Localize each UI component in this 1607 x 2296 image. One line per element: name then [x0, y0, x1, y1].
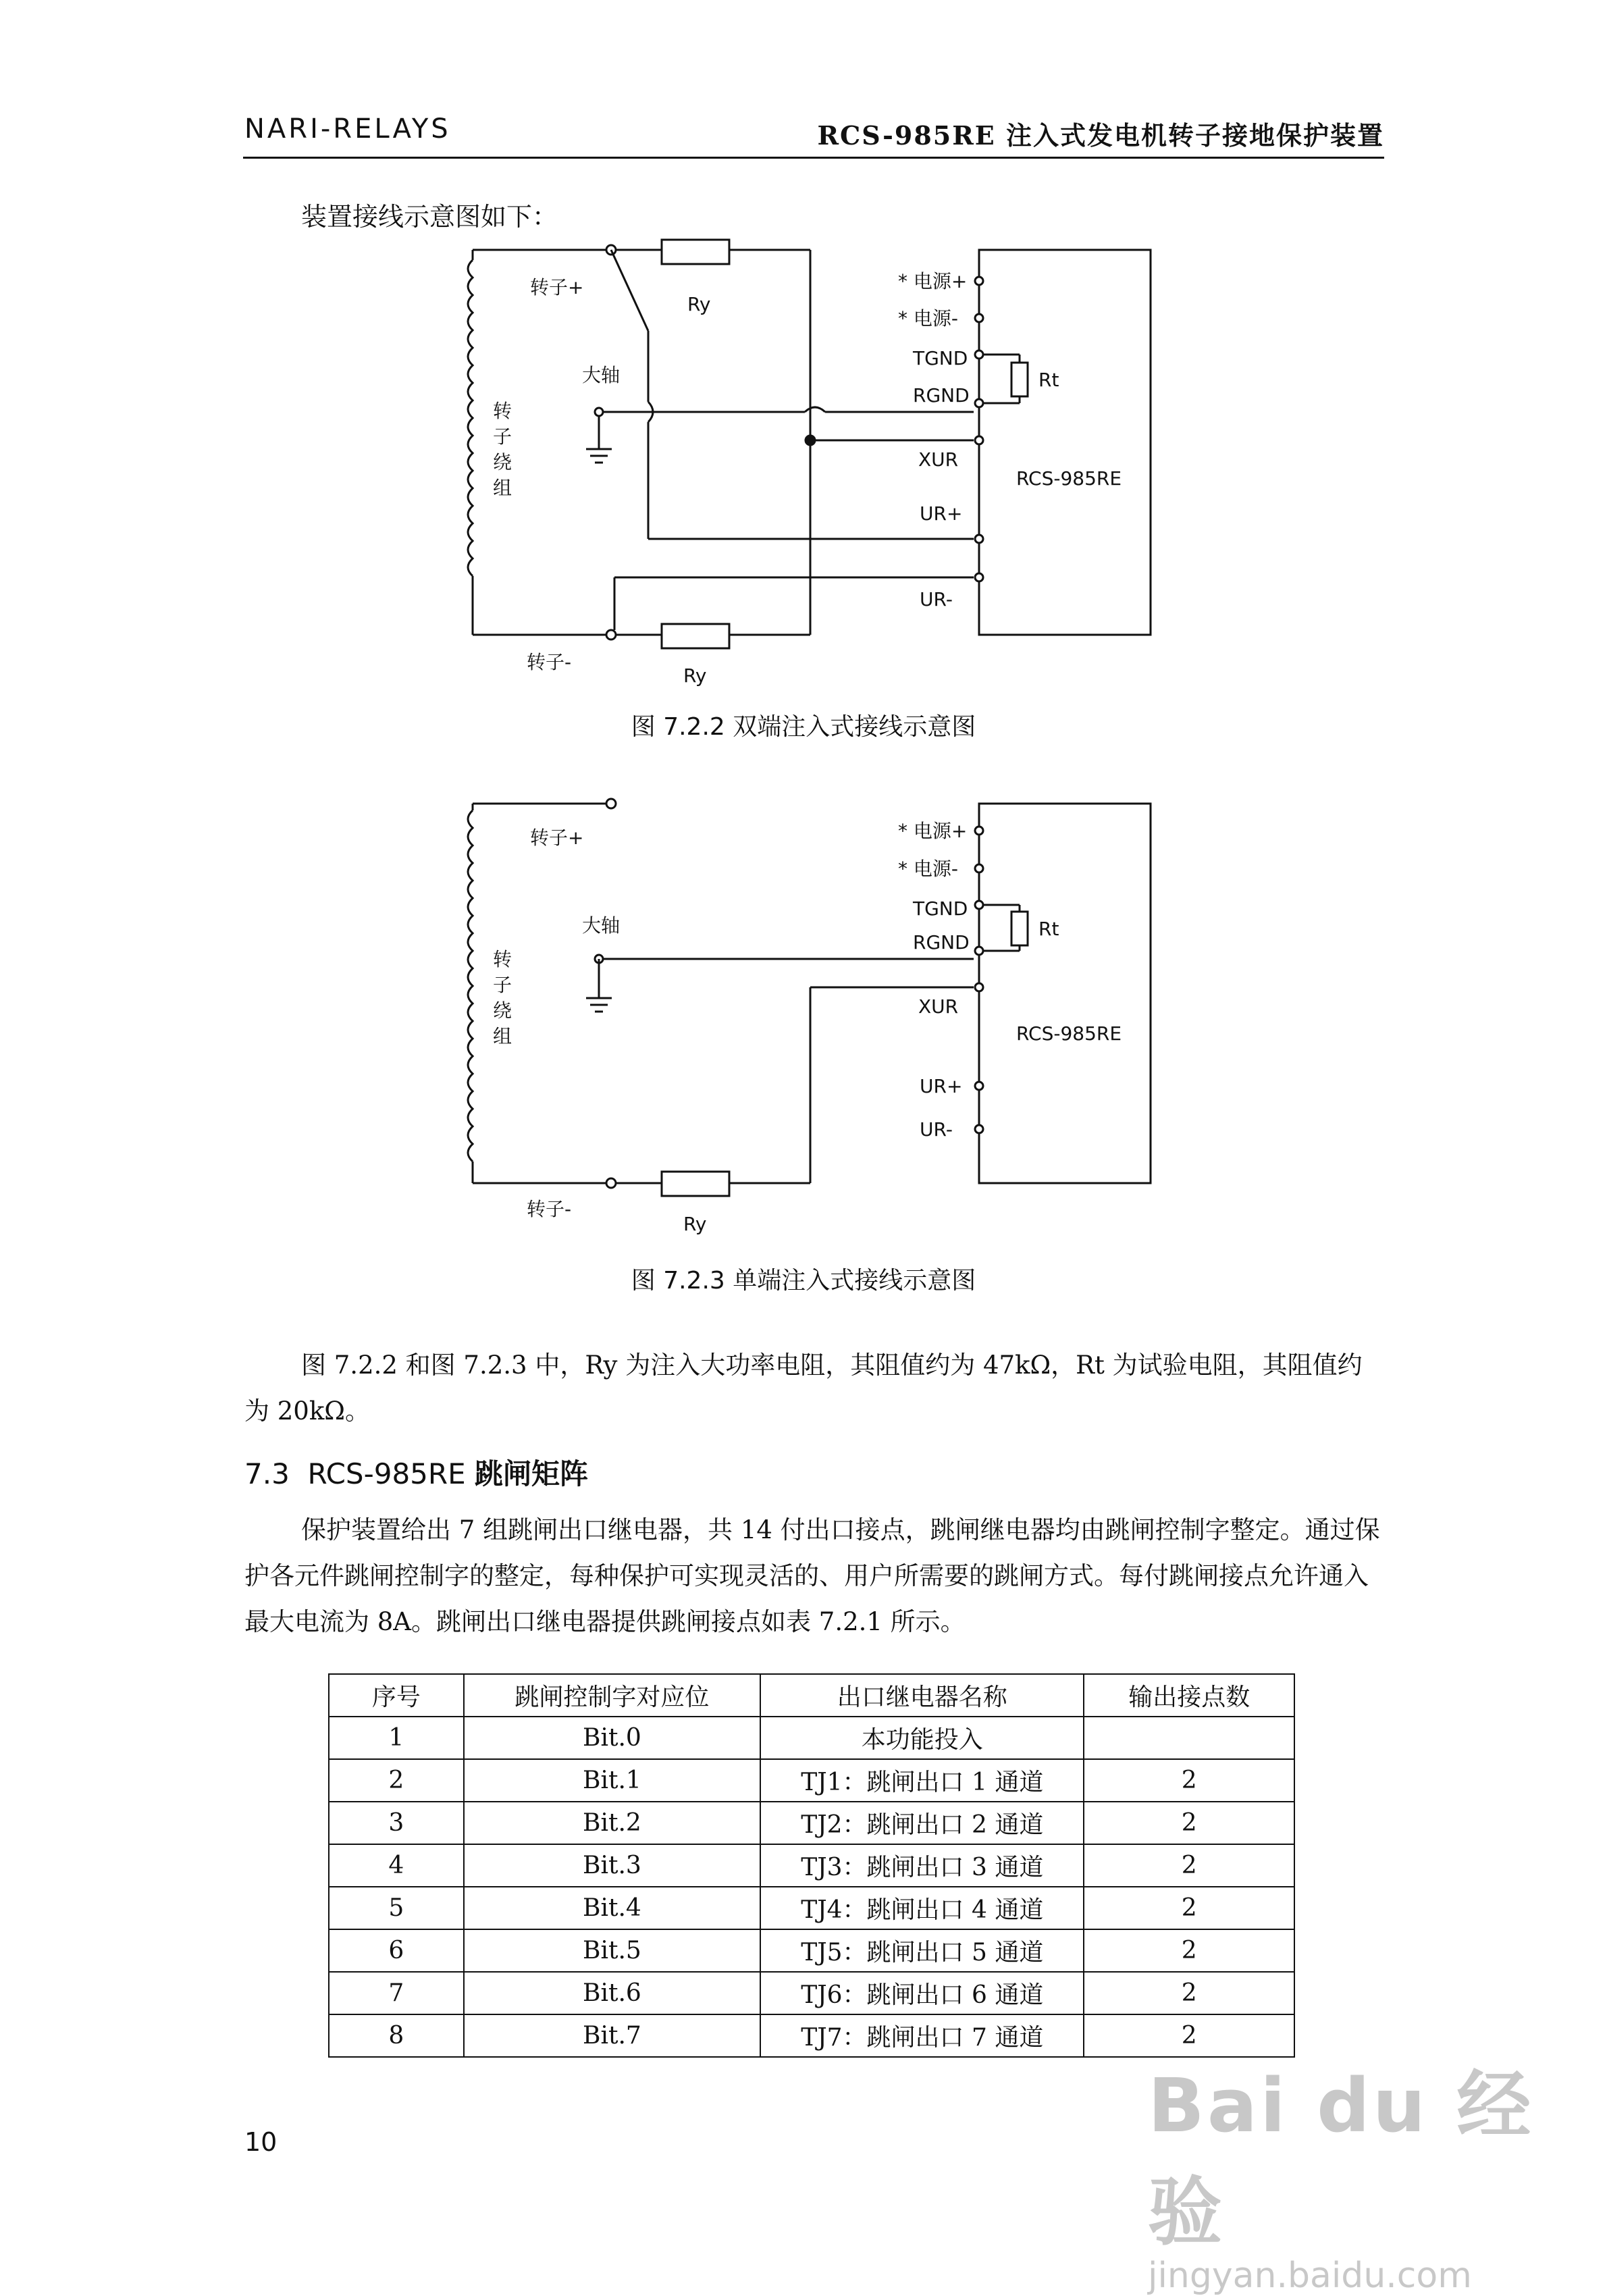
- table-row: [329, 1717, 1294, 1759]
- watermark-brand: Bai du 经验: [1148, 2062, 1534, 2255]
- d2-shaft: 大轴: [582, 914, 621, 937]
- table-row: [329, 1972, 1294, 2014]
- col-header-contacts: 输出接点数: [1084, 1674, 1294, 1717]
- d1-ry-bottom: Ry: [683, 664, 707, 687]
- table-cell: 2: [1084, 1844, 1294, 1887]
- table-cell: Bit.0: [464, 1717, 760, 1759]
- table-cell: TJ1：跳闸出口 1 通道: [760, 1759, 1084, 1802]
- table-cell: Bit.3: [464, 1844, 760, 1887]
- watermark-url: jingyan.baidu.com: [1148, 2255, 1472, 2296]
- d2-winding-2: 子: [493, 974, 512, 996]
- table-row: [329, 1802, 1294, 1844]
- trip-matrix-table: [328, 1673, 1295, 2058]
- d1-winding-4: 组: [493, 477, 512, 499]
- table-cell: Bit.4: [464, 1887, 760, 1929]
- section-heading: 7.3 RCS-985RE 跳闸矩阵: [244, 1457, 588, 1490]
- table-cell: 2: [1084, 1802, 1294, 1844]
- paragraph-resistors: 图 7.2.2 和图 7.2.3 中，Ry 为注入大功率电阻，其阻值约为 47kΩ，Rt 为试验电阻，其阻值约为 20kΩ。: [244, 1351, 1363, 1426]
- d2-term-tgnd: TGND: [913, 897, 968, 920]
- d2-term-urminus: UR-: [920, 1118, 953, 1141]
- col-header-index: 序号: [329, 1674, 464, 1717]
- table-row: [329, 1759, 1294, 1802]
- d2-device: RCS-985RE: [1016, 1022, 1122, 1045]
- table-row: [329, 1929, 1294, 1972]
- d2-term-urplus: UR+: [920, 1075, 963, 1097]
- figure-caption-1: 图 7.2.2 双端注入式接线示意图: [631, 713, 976, 741]
- d2-winding-3: 绕: [493, 999, 512, 1022]
- page-number: 10: [244, 2127, 278, 2157]
- table-cell: 2: [1084, 1887, 1294, 1929]
- d2-term-pwr-minus: * 电源-: [898, 858, 959, 880]
- figure-caption-2: 图 7.2.3 单端注入式接线示意图: [631, 1267, 976, 1295]
- d1-ry-top: Ry: [687, 293, 711, 315]
- table-header-row: [329, 1674, 1294, 1717]
- d1-winding-1: 转: [493, 400, 512, 422]
- d2-rt: Rt: [1038, 918, 1059, 940]
- table-cell: 4: [329, 1844, 464, 1887]
- d1-term-pwr-minus: * 电源-: [898, 307, 959, 330]
- d1-device: RCS-985RE: [1016, 467, 1122, 490]
- d1-winding-3: 绕: [493, 451, 512, 473]
- d1-term-tgnd: TGND: [913, 347, 968, 369]
- rotor-winding-coil-2: [468, 810, 473, 1162]
- d2-winding-1: 转: [493, 948, 512, 970]
- table-row: [329, 1844, 1294, 1887]
- table-cell: Bit.7: [464, 2014, 760, 2057]
- table-cell: 5: [329, 1887, 464, 1929]
- table-cell: 2: [329, 1759, 464, 1802]
- table-cell: [1084, 1717, 1294, 1759]
- d1-shaft: 大轴: [582, 364, 621, 386]
- table-cell: Bit.1: [464, 1759, 760, 1802]
- table-cell: TJ5：跳闸出口 5 通道: [760, 1929, 1084, 1972]
- d2-term-pwr-plus: * 电源+: [898, 820, 968, 842]
- table-cell: TJ6：跳闸出口 6 通道: [760, 1972, 1084, 2014]
- d2-rotor-minus: 转子-: [527, 1198, 572, 1220]
- d2-term-xur: XUR: [918, 995, 959, 1018]
- watermark: [1148, 2046, 1607, 2296]
- table-cell: 本功能投入: [760, 1717, 1084, 1759]
- table-cell: Bit.5: [464, 1929, 760, 1972]
- d2-term-rgnd: RGND: [913, 931, 970, 954]
- table-cell: Bit.6: [464, 1972, 760, 2014]
- d1-term-rgnd: RGND: [913, 384, 970, 407]
- header-company: NARI-RELAYS: [244, 113, 451, 145]
- table-cell: TJ2：跳闸出口 2 通道: [760, 1802, 1084, 1844]
- table-cell: 2: [1084, 1972, 1294, 2014]
- table-row: [329, 1887, 1294, 1929]
- table-cell: TJ7：跳闸出口 7 通道: [760, 2014, 1084, 2057]
- table-cell: 6: [329, 1929, 464, 1972]
- table-cell: 2: [1084, 2014, 1294, 2057]
- d1-rotor-minus: 转子-: [527, 651, 572, 673]
- col-header-bit: 跳闸控制字对应位: [464, 1674, 760, 1717]
- table-cell: 7: [329, 1972, 464, 2014]
- table-cell: 8: [329, 2014, 464, 2057]
- table-cell: 2: [1084, 1759, 1294, 1802]
- d2-ry-bottom: Ry: [683, 1213, 707, 1235]
- table-cell: 1: [329, 1717, 464, 1759]
- d1-term-urplus: UR+: [920, 502, 963, 525]
- d1-term-pwr-plus: * 电源+: [898, 270, 968, 292]
- d1-rotor-plus: 转子+: [530, 276, 584, 298]
- d1-rt: Rt: [1038, 369, 1059, 391]
- d2-winding-4: 组: [493, 1025, 512, 1047]
- table-cell: 3: [329, 1802, 464, 1844]
- intro-text: 装置接线示意图如下：: [301, 202, 558, 232]
- rotor-winding-coil-1: [468, 260, 473, 576]
- table-cell: Bit.2: [464, 1802, 760, 1844]
- d1-term-xur: XUR: [918, 448, 959, 471]
- table-cell: TJ4：跳闸出口 4 通道: [760, 1887, 1084, 1929]
- d2-rotor-plus: 转子+: [530, 827, 584, 849]
- d1-winding-2: 子: [493, 425, 512, 448]
- d1-term-urminus: UR-: [920, 588, 953, 610]
- header-title: RCS-985RE 注入式发电机转子接地保护装置: [817, 120, 1384, 151]
- table-cell: 2: [1084, 1929, 1294, 1972]
- table-cell: TJ3：跳闸出口 3 通道: [760, 1844, 1084, 1887]
- paragraph-trip-matrix: 保护装置给出 7 组跳闸出口继电器，共 14 付出口接点，跳闸继电器均由跳闸控制字整定。通过保护各元件跳闸控制字的整定，每种保护可实现灵活的、用户所需要的跳闸方式。每付跳闸接点允许通入最大电流为 8A。跳闸出口继电器提供跳闸接点如表 7.2.1 所示。: [244, 1515, 1380, 1636]
- col-header-relay: 出口继电器名称: [760, 1674, 1084, 1717]
